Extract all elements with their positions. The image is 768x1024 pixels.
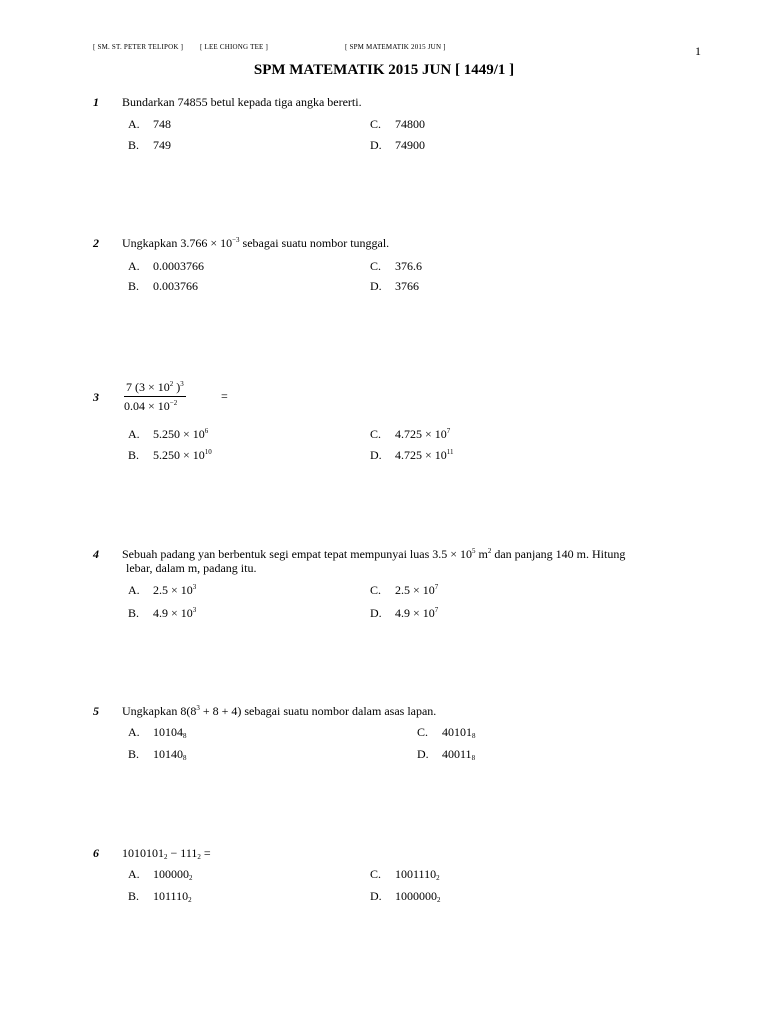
option-a: A. 748 — [128, 117, 171, 131]
question-number: 5 — [93, 704, 99, 718]
question-number: 6 — [93, 846, 99, 860]
option-a: A. 0.0003766 — [128, 259, 204, 273]
option-b: B. 749 — [128, 138, 171, 152]
option-b: B. $101110_2$ — [128, 889, 192, 904]
option-c: C. 74800 — [370, 117, 425, 131]
option-c: C. $1001110_2$ — [370, 867, 440, 882]
question-number: 1 — [93, 95, 99, 109]
header-author: [ LEE CHIONG TEE ] — [200, 43, 269, 51]
question-text-line-2: lebar, dalam m, padang itu. — [126, 561, 257, 575]
option-c: C. $4.725 \times 10^7$ — [370, 427, 451, 441]
question-number: 3 — [93, 390, 99, 404]
option-b: B. $10140_8$ — [128, 747, 187, 762]
option-c: C. $40101_8$ — [417, 725, 476, 740]
option-a: A. $2.5 \times 10^3$ — [128, 583, 197, 597]
option-b: B. $4.9 \times 10^3$ — [128, 606, 197, 620]
option-d: D. $4.725 \times 10^{11}$ — [370, 448, 454, 462]
header-paper: [ SPM MATEMATIK 2015 JUN ] — [345, 43, 446, 51]
option-d: D. $4.9 \times 10^7$ — [370, 606, 439, 620]
header-school: [ SM. ST. PETER TELIPOK ] — [93, 43, 184, 51]
option-a: A. $10104_8$ — [128, 725, 187, 740]
fraction-denominator: $0.04 \times 10^{-2}$ — [124, 399, 178, 413]
question-number: 4 — [93, 547, 99, 561]
question-text: Ungkapkan $8(8^3 + 8 + 4)$ sebagai suatu nombor dalam asas lapan. — [122, 704, 437, 718]
option-b: B. 0.003766 — [128, 279, 198, 293]
option-c: C. $2.5 \times 10^7$ — [370, 583, 439, 597]
question-text: Ungkapkan $3.766 \times 10^{-3}$ sebagai suatu nombor tunggal. — [122, 236, 390, 250]
option-c: C. 376.6 — [370, 259, 422, 273]
option-d: D. 3766 — [370, 279, 419, 293]
option-a: A. $5.250 \times 10^6$ — [128, 427, 209, 441]
option-d: D. $1000000_2$ — [370, 889, 441, 904]
option-b: B. $5.250 \times 10^{10}$ — [128, 448, 212, 462]
fraction-expression — [124, 380, 186, 414]
question-text-line-1: Sebuah padang yan berbentuk segi empat tepat mempunyai luas $3.5 \times 10^5$ $m^2$ dan panjang 140 m. Hitung — [122, 547, 626, 561]
question-number: 2 — [93, 236, 99, 250]
question-text: Bundarkan 74855 betul kepada tiga angka bererti. — [122, 95, 362, 109]
page-title: SPM MATEMATIK 2015 JUN [ 1449/1 ] — [253, 62, 515, 78]
question-text: $1010101_2 - 111_2$ = — [122, 846, 211, 861]
option-d: D. $40011_8$ — [417, 747, 476, 762]
option-a: A. $100000_2$ — [128, 867, 193, 882]
equals-sign: = — [221, 389, 228, 403]
option-d: D. 74900 — [370, 138, 425, 152]
fraction-numerator: 7 ($3 \times 10^2$ )$^3$ — [124, 380, 186, 397]
page-number: 1 — [695, 44, 701, 58]
